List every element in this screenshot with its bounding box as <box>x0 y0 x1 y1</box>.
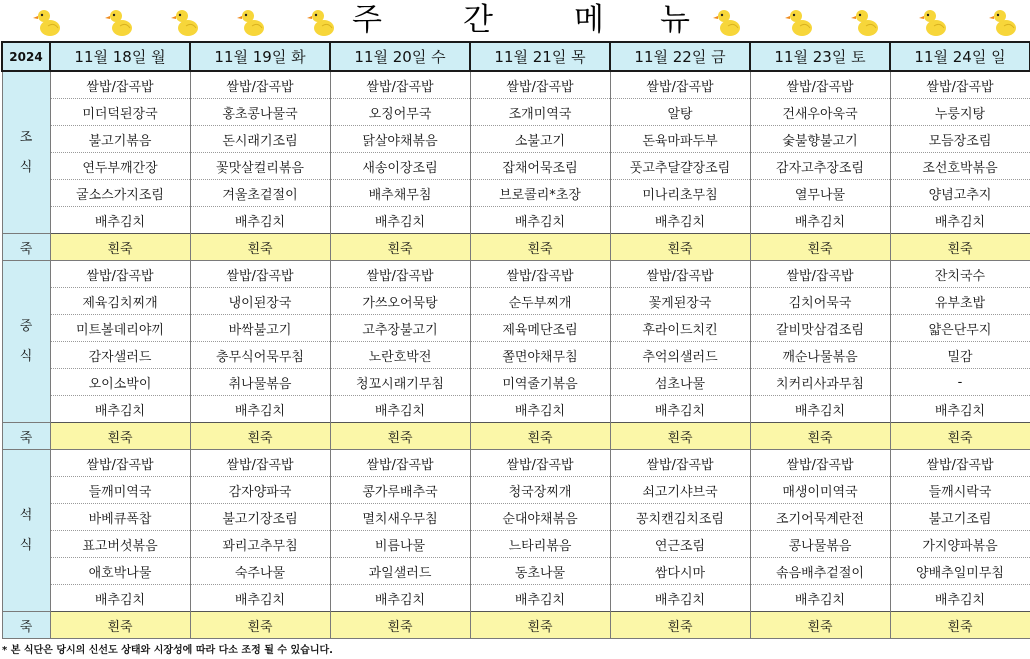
dinner-row <box>2 504 1030 531</box>
breakfast-row <box>2 153 1030 180</box>
menu-item: 배추김치 <box>890 207 1030 234</box>
lunch-row <box>2 288 1030 315</box>
menu-item: 조기어묵계란전 <box>750 504 890 531</box>
menu-item: 바베큐폭찹 <box>50 504 190 531</box>
menu-item: 닭살야채볶음 <box>330 126 470 153</box>
lunch-row <box>2 342 1030 369</box>
title-letter-3: 메 <box>574 2 604 38</box>
menu-item: 배추김치 <box>50 585 190 612</box>
menu-item: 쫄면야채무침 <box>470 342 610 369</box>
menu-item: 솎음배추겉절이 <box>750 558 890 585</box>
menu-item: 쌀밥/잡곡밥 <box>190 71 330 99</box>
breakfast-label <box>2 71 50 234</box>
menu-item: 배추김치 <box>610 585 750 612</box>
meal-label-char: 중 <box>19 318 33 334</box>
menu-item: 배추김치 <box>50 207 190 234</box>
porridge-item: 흰죽 <box>890 234 1030 261</box>
menu-item: 가지양파볶음 <box>890 531 1030 558</box>
menu-item: 배추김치 <box>50 396 190 423</box>
menu-item: 배추김치 <box>750 207 890 234</box>
breakfast-row <box>2 180 1030 207</box>
porridge-label: 죽 <box>2 612 50 639</box>
menu-item: 미더덕된장국 <box>50 99 190 126</box>
menu-item: 애호박나물 <box>50 558 190 585</box>
porridge-item: 흰죽 <box>610 423 750 450</box>
porridge-item: 흰죽 <box>330 612 470 639</box>
dinner-label <box>2 450 50 612</box>
menu-item: 배추김치 <box>890 585 1030 612</box>
day-header: 11월 18일 월 <box>50 42 190 71</box>
meal-label-char: 식 <box>19 537 33 553</box>
menu-item: 냉이된장국 <box>190 288 330 315</box>
porridge-item: 흰죽 <box>610 612 750 639</box>
menu-item: 감자고추장조림 <box>750 153 890 180</box>
menu-item: 쌀밥/잡곡밥 <box>470 71 610 99</box>
menu-item: 굴소스가지조림 <box>50 180 190 207</box>
duck-icon <box>785 10 812 36</box>
menu-item: 조개미역국 <box>470 99 610 126</box>
menu-item: 양념고추지 <box>890 180 1030 207</box>
menu-item: 김치어묵국 <box>750 288 890 315</box>
menu-item: 꽃맛살컬리볶음 <box>190 153 330 180</box>
weekly-menu-table <box>1 41 1030 639</box>
menu-item: 밀감 <box>890 342 1030 369</box>
menu-item: 동초나물 <box>470 558 610 585</box>
menu-item: 쌀밥/잡곡밥 <box>610 71 750 99</box>
duck-icon <box>919 10 946 36</box>
porridge-item: 흰죽 <box>890 423 1030 450</box>
menu-item: 연근조림 <box>610 531 750 558</box>
menu-item: 배추김치 <box>330 207 470 234</box>
menu-item: 콩가루배추국 <box>330 477 470 504</box>
day-header: 11월 23일 토 <box>750 42 890 71</box>
menu-item: 누룽지탕 <box>890 99 1030 126</box>
dinner-porridge-row <box>2 612 1030 639</box>
day-header: 11월 24일 일 <box>890 42 1030 71</box>
menu-item: 연두부깨간장 <box>50 153 190 180</box>
porridge-label: 죽 <box>2 423 50 450</box>
header-row <box>2 42 1030 71</box>
lunch-row <box>2 261 1030 288</box>
porridge-item: 흰죽 <box>190 612 330 639</box>
menu-item: 배추김치 <box>190 207 330 234</box>
menu-item: 가쓰오어묵탕 <box>330 288 470 315</box>
porridge-item: 흰죽 <box>50 423 190 450</box>
menu-item: 멸치새우무침 <box>330 504 470 531</box>
breakfast-row <box>2 99 1030 126</box>
menu-item: 풋고추달걀장조림 <box>610 153 750 180</box>
duck-icon <box>307 10 334 36</box>
menu-item: 배추김치 <box>330 585 470 612</box>
menu-item: 느타리볶음 <box>470 531 610 558</box>
porridge-item: 흰죽 <box>190 423 330 450</box>
title-letter-4: 뉴 <box>660 2 690 38</box>
menu-item: 알탕 <box>610 99 750 126</box>
porridge-item: 흰죽 <box>190 234 330 261</box>
porridge-item: 흰죽 <box>470 234 610 261</box>
menu-item: 감자샐러드 <box>50 342 190 369</box>
porridge-item: 흰죽 <box>750 612 890 639</box>
menu-item: 제육김치찌개 <box>50 288 190 315</box>
porridge-item: 흰죽 <box>50 612 190 639</box>
menu-item: 잔치국수 <box>890 261 1030 288</box>
day-header: 11월 20일 수 <box>330 42 470 71</box>
menu-item: 감자양파국 <box>190 477 330 504</box>
menu-item: 쌀밥/잡곡밥 <box>750 450 890 477</box>
menu-item: 배추김치 <box>330 396 470 423</box>
menu-item: 쇠고기샤브국 <box>610 477 750 504</box>
menu-item: 콩나물볶음 <box>750 531 890 558</box>
porridge-item: 흰죽 <box>470 423 610 450</box>
lunch-label <box>2 261 50 423</box>
menu-item: 후라이드치킨 <box>610 315 750 342</box>
menu-item: 과일샐러드 <box>330 558 470 585</box>
menu-item: 배추김치 <box>750 585 890 612</box>
duck-icon <box>237 10 264 36</box>
breakfast-row <box>2 126 1030 153</box>
menu-item: 순대야채볶음 <box>470 504 610 531</box>
breakfast-row <box>2 207 1030 234</box>
menu-item: 숙주나물 <box>190 558 330 585</box>
menu-item: - <box>890 369 1030 396</box>
meal-label-char: 식 <box>19 159 33 175</box>
menu-item: 미나리초무침 <box>610 180 750 207</box>
menu-item: 매생이미역국 <box>750 477 890 504</box>
duck-icon <box>105 10 132 36</box>
dinner-row <box>2 450 1030 477</box>
menu-item: 오이소박이 <box>50 369 190 396</box>
menu-item: 쌈다시마 <box>610 558 750 585</box>
menu-item: 겨울초겉절이 <box>190 180 330 207</box>
lunch-porridge-row <box>2 423 1030 450</box>
menu-item: 갈비맛삼겹조림 <box>750 315 890 342</box>
menu-item: 배추김치 <box>190 585 330 612</box>
menu-item: 들깨미역국 <box>50 477 190 504</box>
duck-decorations <box>0 0 1030 41</box>
menu-item: 잡채어묵조림 <box>470 153 610 180</box>
menu-item: 미역줄기볶음 <box>470 369 610 396</box>
menu-item: 배추김치 <box>470 585 610 612</box>
menu-item: 표고버섯볶음 <box>50 531 190 558</box>
menu-item: 제육메단조림 <box>470 315 610 342</box>
menu-item: 노란호박전 <box>330 342 470 369</box>
menu-item: 배추채무침 <box>330 180 470 207</box>
page-header <box>0 0 1030 41</box>
menu-item: 불고기조림 <box>890 504 1030 531</box>
porridge-item: 흰죽 <box>890 612 1030 639</box>
menu-item: 배추김치 <box>610 396 750 423</box>
meal-label-char: 식 <box>19 348 33 364</box>
menu-item: 불고기볶음 <box>50 126 190 153</box>
porridge-item: 흰죽 <box>750 234 890 261</box>
menu-item: 들깨시락국 <box>890 477 1030 504</box>
menu-item: 오징어무국 <box>330 99 470 126</box>
menu-item: 홍초콩나물국 <box>190 99 330 126</box>
menu-item: 쌀밥/잡곡밥 <box>750 261 890 288</box>
footnote: * 본 식단은 당시의 신선도 상태와 시장성에 따라 다소 조정 될 수 있습니다. <box>2 645 333 656</box>
porridge-item: 흰죽 <box>610 234 750 261</box>
menu-item: 불고기장조림 <box>190 504 330 531</box>
menu-item: 쌀밥/잡곡밥 <box>470 261 610 288</box>
menu-item: 쌀밥/잡곡밥 <box>890 450 1030 477</box>
menu-item: 섬초나물 <box>610 369 750 396</box>
menu-item: 청꼬시래기무침 <box>330 369 470 396</box>
menu-item: 쌀밥/잡곡밥 <box>750 71 890 99</box>
menu-item: 쌀밥/잡곡밥 <box>470 450 610 477</box>
menu-item: 깨순나물볶음 <box>750 342 890 369</box>
duck-icon <box>851 10 878 36</box>
menu-item: 배추김치 <box>190 396 330 423</box>
porridge-item: 흰죽 <box>50 234 190 261</box>
menu-item: 충무식어묵무침 <box>190 342 330 369</box>
meal-label-char: 석 <box>19 507 33 523</box>
year-cell: 2024 <box>2 42 50 71</box>
menu-item: 돈시래기조림 <box>190 126 330 153</box>
menu-item: 쌀밥/잡곡밥 <box>50 450 190 477</box>
title-letter-1: 주 <box>352 2 382 38</box>
lunch-row <box>2 369 1030 396</box>
menu-item: 새송이장조림 <box>330 153 470 180</box>
day-header: 11월 21일 목 <box>470 42 610 71</box>
menu-item: 미트볼데리야끼 <box>50 315 190 342</box>
porridge-item: 흰죽 <box>330 234 470 261</box>
dinner-row <box>2 558 1030 585</box>
dinner-row <box>2 531 1030 558</box>
menu-item: 비름나물 <box>330 531 470 558</box>
menu-item: 소불고기 <box>470 126 610 153</box>
menu-item: 순두부찌개 <box>470 288 610 315</box>
menu-item: 취나물볶음 <box>190 369 330 396</box>
menu-item: 모듬장조림 <box>890 126 1030 153</box>
menu-item: 배추김치 <box>470 207 610 234</box>
menu-item: 배추김치 <box>750 396 890 423</box>
meal-label-char: 조 <box>19 129 33 145</box>
porridge-item: 흰죽 <box>470 612 610 639</box>
duck-icon <box>33 10 60 36</box>
menu-item: 배추김치 <box>610 207 750 234</box>
menu-item: 청국장찌개 <box>470 477 610 504</box>
menu-item: 얇은단무지 <box>890 315 1030 342</box>
menu-item: 꽁치캔김치조림 <box>610 504 750 531</box>
menu-item: 치커리사과무침 <box>750 369 890 396</box>
menu-item: 쌀밥/잡곡밥 <box>190 261 330 288</box>
lunch-row <box>2 396 1030 423</box>
menu-item: 브로콜리*초장 <box>470 180 610 207</box>
menu-item: 숯불향불고기 <box>750 126 890 153</box>
day-header: 11월 19일 화 <box>190 42 330 71</box>
porridge-item: 흰죽 <box>750 423 890 450</box>
porridge-item: 흰죽 <box>330 423 470 450</box>
menu-item: 쌀밥/잡곡밥 <box>890 71 1030 99</box>
menu-item: 양배추일미무침 <box>890 558 1030 585</box>
menu-item: 쌀밥/잡곡밥 <box>610 261 750 288</box>
menu-item: 쌀밥/잡곡밥 <box>610 450 750 477</box>
menu-item: 배추김치 <box>890 396 1030 423</box>
menu-item: 쌀밥/잡곡밥 <box>330 261 470 288</box>
menu-item: 건새우아욱국 <box>750 99 890 126</box>
dinner-row <box>2 585 1030 612</box>
menu-item: 고추장불고기 <box>330 315 470 342</box>
menu-item: 열무나물 <box>750 180 890 207</box>
duck-icon <box>171 10 198 36</box>
menu-item: 배추김치 <box>470 396 610 423</box>
menu-item: 추억의샐러드 <box>610 342 750 369</box>
menu-item: 쌀밥/잡곡밥 <box>190 450 330 477</box>
menu-item: 쌀밥/잡곡밥 <box>50 71 190 99</box>
breakfast-row <box>2 71 1030 99</box>
lunch-row <box>2 315 1030 342</box>
duck-icon <box>713 10 740 36</box>
day-header: 11월 22일 금 <box>610 42 750 71</box>
menu-item: 꽈리고추무침 <box>190 531 330 558</box>
duck-icon <box>989 10 1016 36</box>
menu-item: 쌀밥/잡곡밥 <box>330 71 470 99</box>
menu-item: 유부초밥 <box>890 288 1030 315</box>
menu-item: 쌀밥/잡곡밥 <box>50 261 190 288</box>
dinner-row <box>2 477 1030 504</box>
breakfast-porridge-row <box>2 234 1030 261</box>
menu-item: 돈육마파두부 <box>610 126 750 153</box>
menu-item: 꽃게된장국 <box>610 288 750 315</box>
title-letter-2: 간 <box>463 2 493 38</box>
menu-item: 조선호박볶음 <box>890 153 1030 180</box>
menu-item: 쌀밥/잡곡밥 <box>330 450 470 477</box>
menu-item: 바싹불고기 <box>190 315 330 342</box>
porridge-label: 죽 <box>2 234 50 261</box>
